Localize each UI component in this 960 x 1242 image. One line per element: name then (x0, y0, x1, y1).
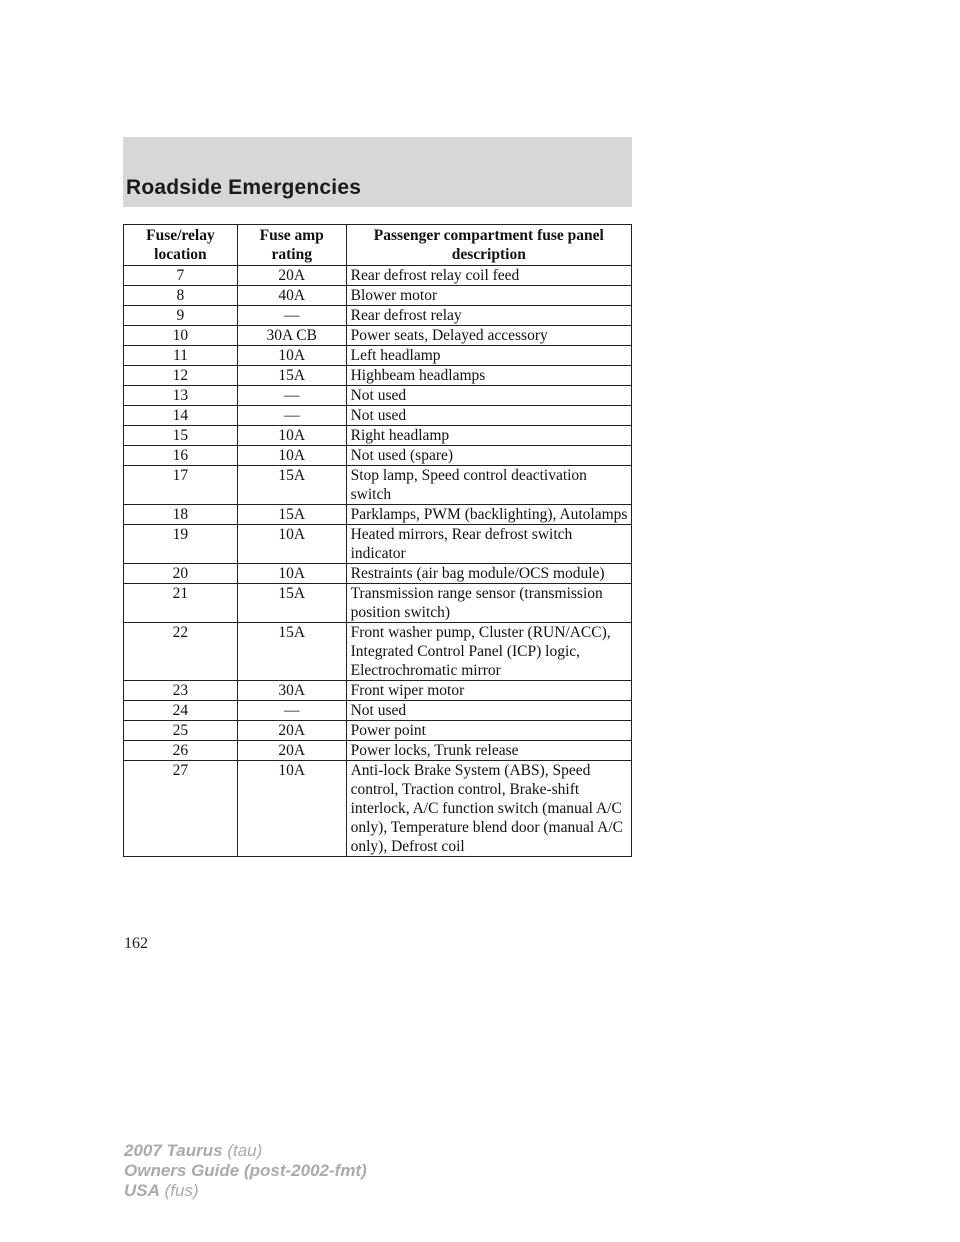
cell-description: Front wiper motor (346, 681, 631, 701)
cell-rating: — (237, 406, 346, 426)
cell-location: 15 (124, 426, 238, 446)
table-row (124, 346, 632, 366)
column-header-description: Passenger compartment fuse panel description (346, 225, 631, 266)
table-row (124, 525, 632, 564)
cell-rating: 10A (237, 761, 346, 857)
table-row (124, 466, 632, 505)
cell-description: Rear defrost relay coil feed (346, 266, 631, 286)
table-row (124, 446, 632, 466)
table-row (124, 406, 632, 426)
column-header-rating: Fuse amp rating (237, 225, 346, 266)
cell-description: Not used (346, 701, 631, 721)
table-row (124, 286, 632, 306)
cell-location: 11 (124, 346, 238, 366)
column-header-location: Fuse/relay location (124, 225, 238, 266)
cell-description: Not used (346, 406, 631, 426)
table-row (124, 366, 632, 386)
table-row (124, 701, 632, 721)
cell-location: 23 (124, 681, 238, 701)
fuse-table (123, 224, 632, 857)
cell-location: 22 (124, 623, 238, 681)
table-row (124, 266, 632, 286)
cell-rating: 10A (237, 525, 346, 564)
cell-rating: 15A (237, 584, 346, 623)
cell-description: Anti-lock Brake System (ABS), Speed control, Traction control, Brake-shift interlock, A/C function switch (manual A/C only), Temperature blend door (manual A/C only), Defrost coil (346, 761, 631, 857)
cell-location: 7 (124, 266, 238, 286)
cell-rating: — (237, 306, 346, 326)
cell-rating: 15A (237, 466, 346, 505)
cell-location: 10 (124, 326, 238, 346)
cell-description: Restraints (air bag module/OCS module) (346, 564, 631, 584)
table-header-row (124, 225, 632, 266)
cell-rating: 15A (237, 623, 346, 681)
cell-location: 24 (124, 701, 238, 721)
table-row (124, 721, 632, 741)
cell-rating: 20A (237, 266, 346, 286)
table-row (124, 761, 632, 857)
cell-description: Power point (346, 721, 631, 741)
table-row (124, 741, 632, 761)
footer-market-code: (fus) (164, 1181, 199, 1200)
table-row (124, 426, 632, 446)
cell-location: 12 (124, 366, 238, 386)
cell-rating: — (237, 701, 346, 721)
table-row (124, 564, 632, 584)
cell-description: Blower motor (346, 286, 631, 306)
cell-rating: 10A (237, 564, 346, 584)
table-row (124, 623, 632, 681)
cell-location: 21 (124, 584, 238, 623)
footer-guide: Owners Guide (post-2002-fmt) (124, 1161, 367, 1180)
cell-description: Power seats, Delayed accessory (346, 326, 631, 346)
cell-rating: 20A (237, 721, 346, 741)
cell-description: Heated mirrors, Rear defrost switch indicator (346, 525, 631, 564)
page-number: 162 (124, 935, 148, 952)
cell-location: 16 (124, 446, 238, 466)
cell-location: 9 (124, 306, 238, 326)
table-row (124, 505, 632, 525)
table-row (124, 681, 632, 701)
cell-location: 8 (124, 286, 238, 306)
cell-location: 19 (124, 525, 238, 564)
cell-location: 20 (124, 564, 238, 584)
table-row (124, 584, 632, 623)
document-footer (124, 1141, 367, 1201)
table-row (124, 326, 632, 346)
cell-rating: 10A (237, 346, 346, 366)
cell-rating: 15A (237, 366, 346, 386)
cell-rating: 15A (237, 505, 346, 525)
cell-rating: 40A (237, 286, 346, 306)
table-row (124, 306, 632, 326)
section-title: Roadside Emergencies (126, 176, 362, 199)
cell-description: Stop lamp, Speed control deactivation switch (346, 466, 631, 505)
cell-description: Left headlamp (346, 346, 631, 366)
cell-location: 25 (124, 721, 238, 741)
cell-rating: 30A (237, 681, 346, 701)
cell-rating: 20A (237, 741, 346, 761)
cell-description: Power locks, Trunk release (346, 741, 631, 761)
cell-location: 18 (124, 505, 238, 525)
cell-description: Transmission range sensor (transmission position switch) (346, 584, 631, 623)
cell-rating: 10A (237, 426, 346, 446)
footer-line-market (124, 1181, 367, 1201)
cell-description: Right headlamp (346, 426, 631, 446)
cell-description: Not used (spare) (346, 446, 631, 466)
cell-location: 26 (124, 741, 238, 761)
footer-model: 2007 Taurus (124, 1141, 223, 1160)
cell-location: 17 (124, 466, 238, 505)
table-row (124, 386, 632, 406)
cell-description: Front washer pump, Cluster (RUN/ACC), Integrated Control Panel (ICP) logic, Electrochromatic mirror (346, 623, 631, 681)
footer-model-code: (tau) (227, 1141, 263, 1160)
footer-market: USA (124, 1181, 160, 1200)
cell-rating: 10A (237, 446, 346, 466)
cell-description: Highbeam headlamps (346, 366, 631, 386)
cell-rating: — (237, 386, 346, 406)
cell-location: 14 (124, 406, 238, 426)
cell-location: 13 (124, 386, 238, 406)
footer-line-model (124, 1141, 367, 1161)
cell-rating: 30A CB (237, 326, 346, 346)
footer-line-guide (124, 1161, 367, 1181)
cell-description: Rear defrost relay (346, 306, 631, 326)
cell-description: Parklamps, PWM (backlighting), Autolamps (346, 505, 631, 525)
cell-location: 27 (124, 761, 238, 857)
cell-description: Not used (346, 386, 631, 406)
